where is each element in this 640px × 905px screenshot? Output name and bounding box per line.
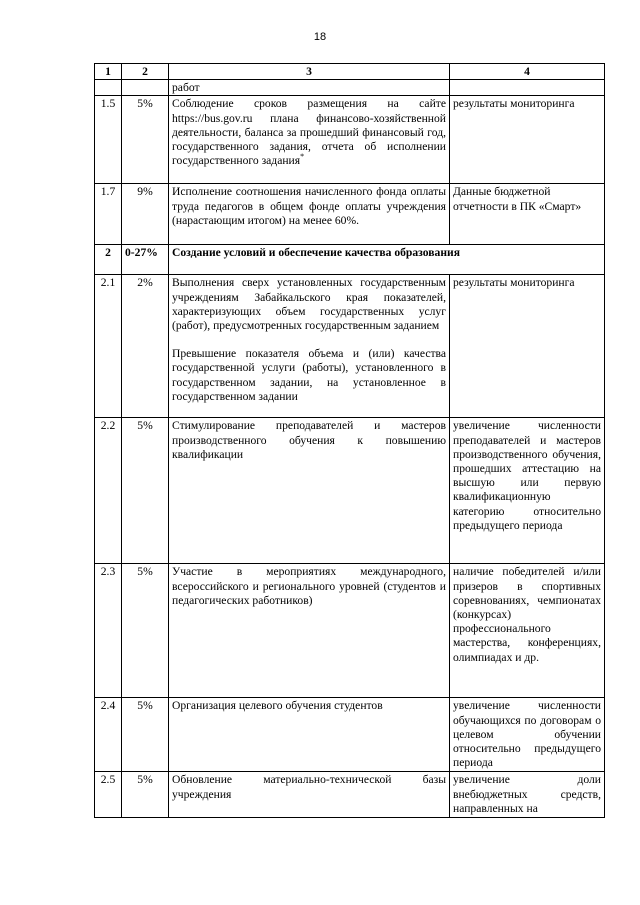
table-row [95, 772, 605, 818]
row-result: увеличение доли внебюджетных средств, направленных на [450, 772, 605, 818]
header-cell: 1 [95, 64, 122, 80]
row-percent: 5% [122, 772, 169, 818]
row-number: 2.5 [95, 772, 122, 818]
section-row [95, 245, 605, 275]
row-result: Данные бюджетной отчетности в ПК «Смарт» [450, 184, 605, 245]
row-result: увеличение численности обучающихся по договорам о целевом обучении относительно предыдущего периода [450, 698, 605, 772]
section-number: 2 [95, 245, 122, 275]
row-description: Участие в мероприятиях международного, всероссийского и регионального уровней (студентов и педагогических работников) [169, 564, 450, 698]
row-result: наличие победителей и/или призеров в спортивных соревнованиях, чемпионатах (конкурсах) профессионального мастерства, конференциях, олимпиадах и др. [450, 564, 605, 698]
row-percent: 5% [122, 418, 169, 564]
row-description [169, 275, 450, 418]
row-result [450, 80, 605, 96]
row-number: 1.5 [95, 96, 122, 184]
table-header-row [95, 64, 605, 80]
row-percent: 9% [122, 184, 169, 245]
row-result: результаты мониторинга [450, 275, 605, 418]
header-cell: 3 [169, 64, 450, 80]
row-percent: 5% [122, 96, 169, 184]
row-number [95, 80, 122, 96]
row-description-paragraph: Выполнения сверх установленных государственным учреждениям Забайкальского края показателей, характеризующих объем государственных услуг (работ), предусмотренных государственным заданием [172, 276, 446, 333]
page-number: 18 [313, 31, 327, 43]
row-percent [122, 80, 169, 96]
row-description-paragraph: Превышение показателя объема и (или) качества государственной услуги (работы), установленного в государственном задании, на установленное в государственном задании [172, 347, 446, 403]
row-result: увеличение численности преподавателей и мастеров производственного обучения, прошедших аттестацию на высшую или первую квалификационную категорию относительно предыдущего периода [450, 418, 605, 564]
row-number: 2.3 [95, 564, 122, 698]
row-number: 2.2 [95, 418, 122, 564]
table-row [95, 80, 605, 96]
row-number: 2.1 [95, 275, 122, 418]
table-row [95, 698, 605, 772]
row-description: Организация целевого обучения студентов [169, 698, 450, 772]
section-percent: 0-27% [122, 245, 169, 275]
row-description: работ [169, 80, 450, 96]
table-row [95, 184, 605, 245]
footnote-marker: * [300, 152, 305, 162]
paragraph-gap [172, 333, 446, 347]
criteria-table [94, 63, 605, 818]
row-percent: 5% [122, 564, 169, 698]
row-result: результаты мониторинга [450, 96, 605, 184]
row-description [169, 96, 450, 184]
row-description: Исполнение соотношения начисленного фонда оплаты труда педагогов в общем фонде оплаты учреждения (нарастающим итогом) на менее 60%. [169, 184, 450, 245]
row-description: Стимулирование преподавателей и мастеров производственного обучения к повышению квалификации [169, 418, 450, 564]
row-description: Обновление материально-технической базы учреждения [169, 772, 450, 818]
row-number: 1.7 [95, 184, 122, 245]
table-row [95, 275, 605, 418]
header-cell: 2 [122, 64, 169, 80]
row-description-text: Соблюдение сроков размещения на сайте https://bus.gov.ru плана финансово-хозяйственной деятельности, баланса за прошедший финансовый год, государственного задания, отчета об исполнении государственного задания [172, 97, 446, 168]
row-number: 2.4 [95, 698, 122, 772]
table-row [95, 96, 605, 184]
row-percent: 2% [122, 275, 169, 418]
header-cell: 4 [450, 64, 605, 80]
table-row [95, 564, 605, 698]
row-percent: 5% [122, 698, 169, 772]
section-title: Создание условий и обеспечение качества образования [169, 245, 605, 275]
table-row [95, 418, 605, 564]
